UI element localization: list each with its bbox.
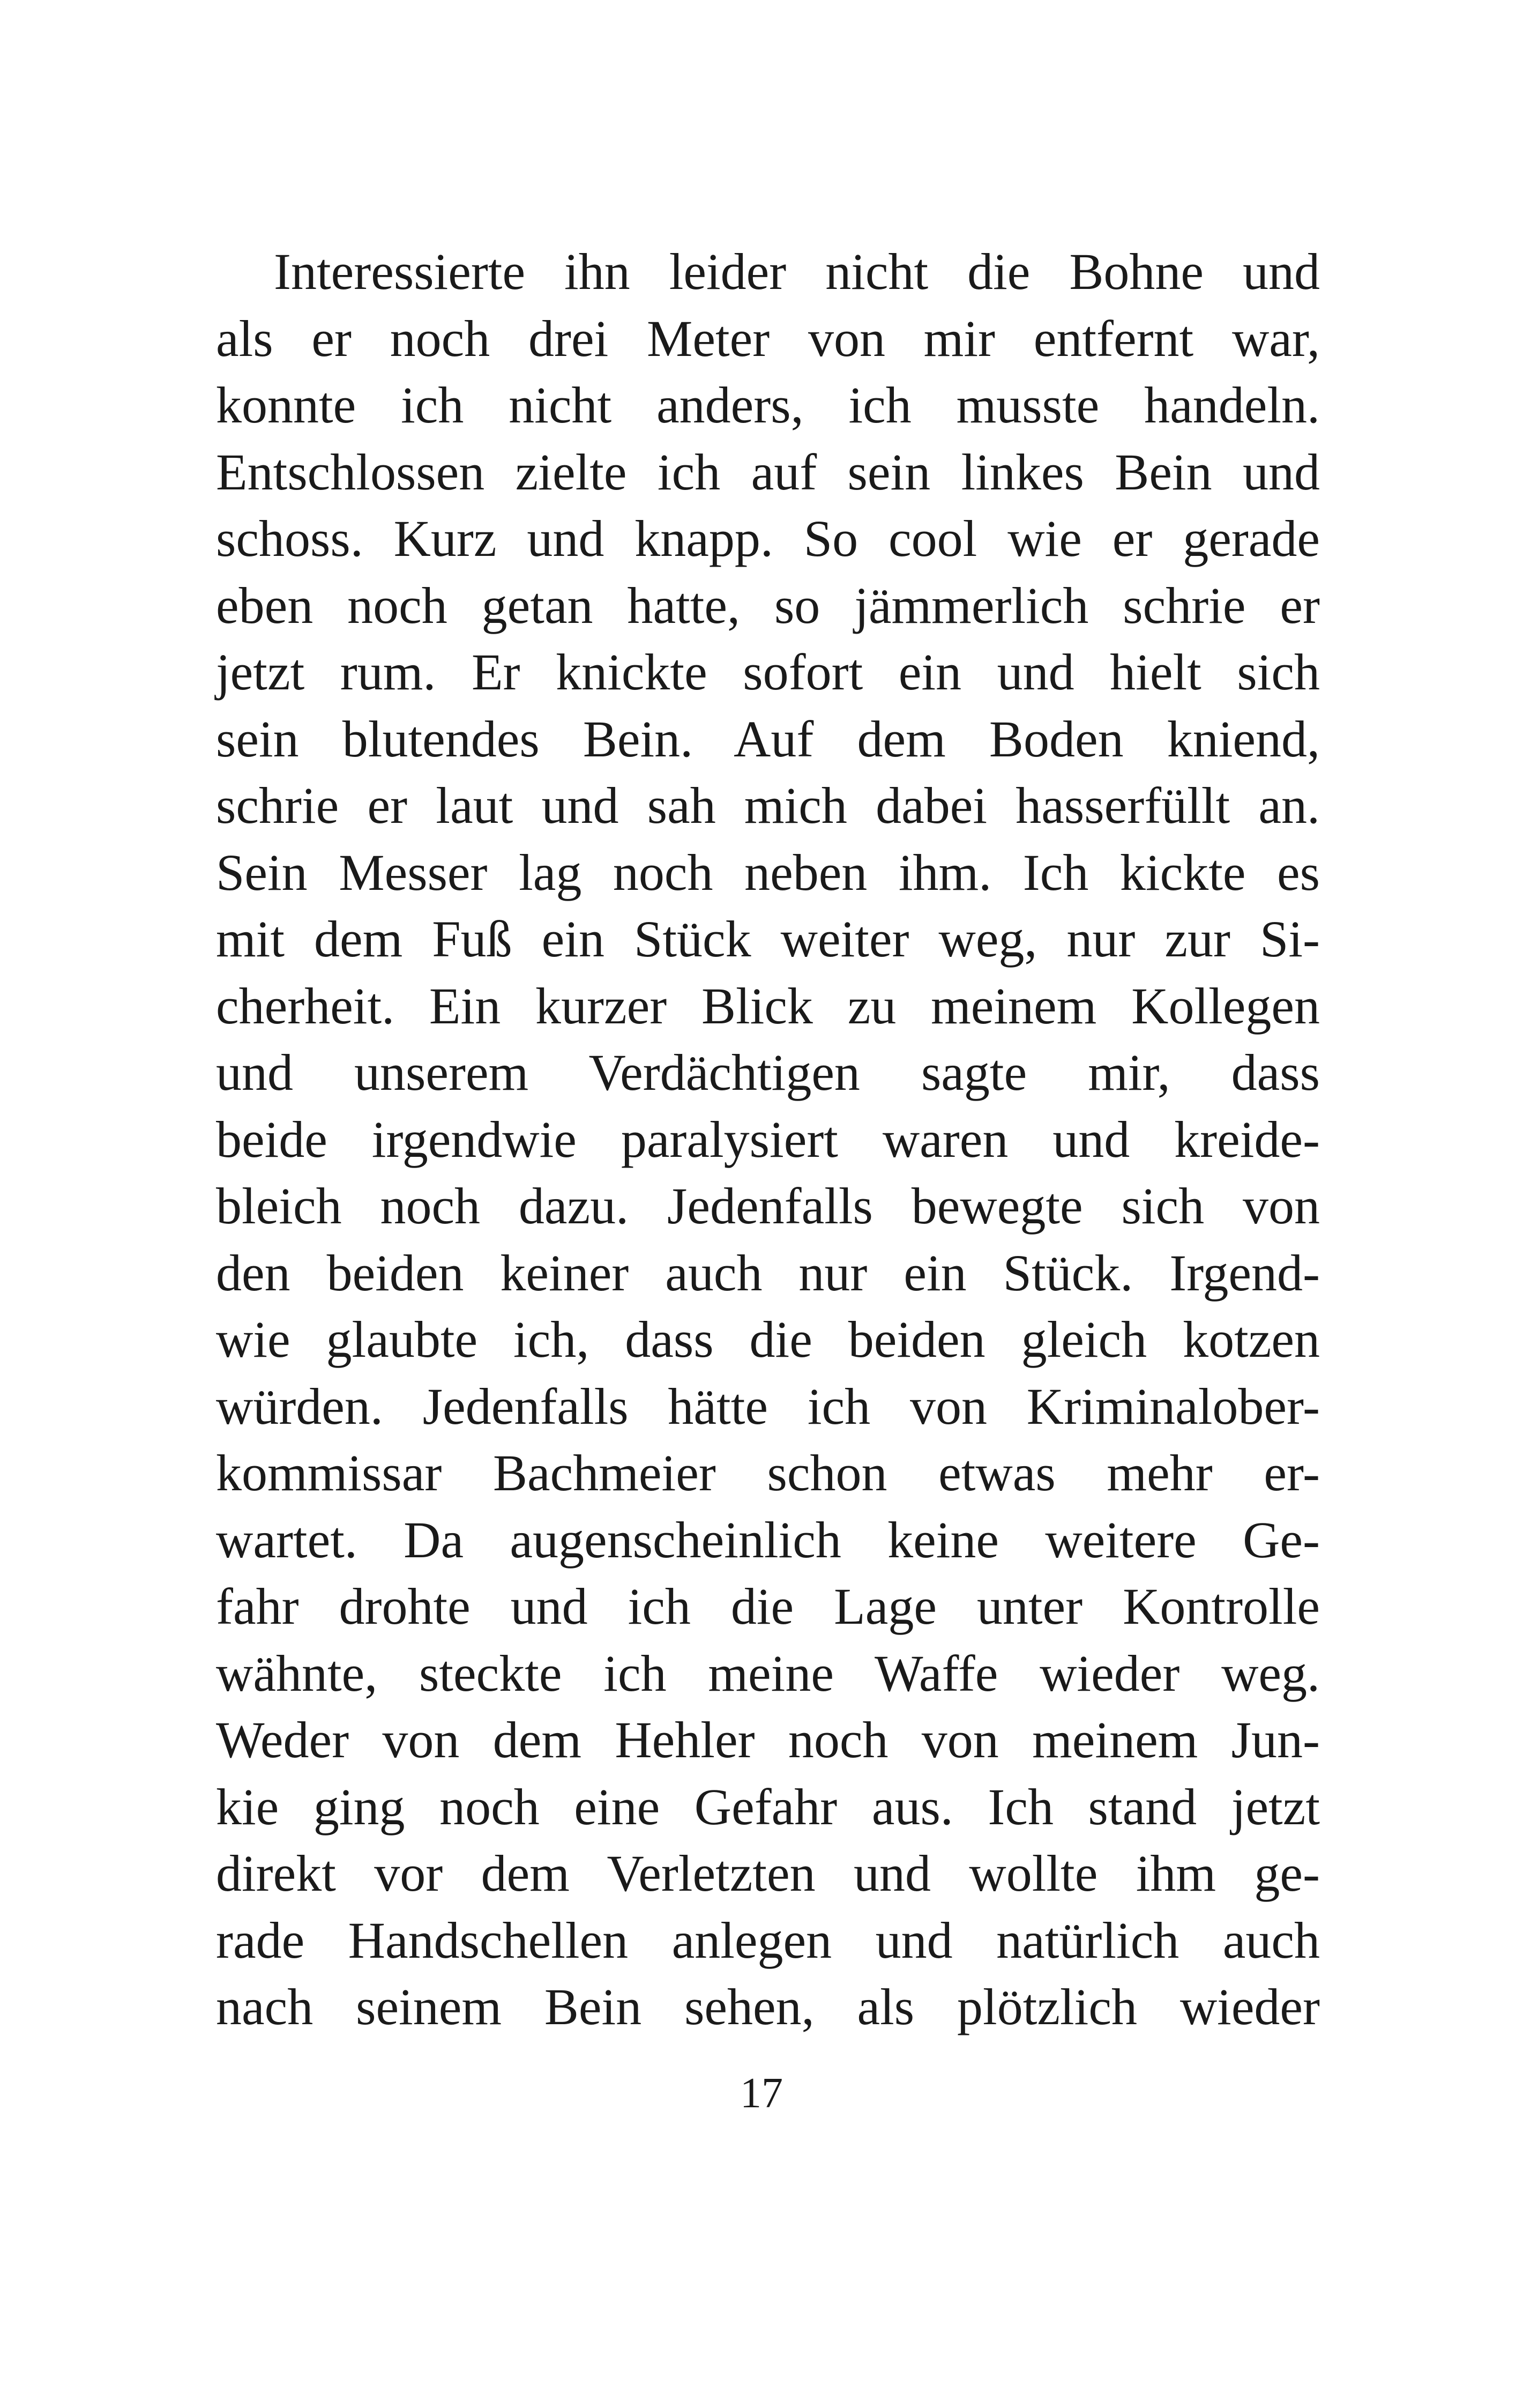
body-text [216, 239, 1320, 2041]
text-line-7: jetzt rum. Er knickte sofort ein und hielt sich [216, 643, 1320, 701]
text-line-14: beide irgendwie paralysiert waren und kreide- [216, 1110, 1320, 1168]
text-line-1: Interessierte ihn leider nicht die Bohne und [274, 243, 1320, 300]
text-line-3: konnte ich nicht anders, ich musste handeln. [216, 376, 1320, 434]
text-line-23: Weder von dem Hehler noch von meinem Jun- [216, 1711, 1320, 1768]
text-line-20: wartet. Da augenscheinlich keine weitere Ge- [216, 1511, 1320, 1569]
text-line-11: mit dem Fuß ein Stück weiter weg, nur zur Si- [216, 910, 1320, 968]
text-line-15: bleich noch dazu. Jedenfalls bewegte sich von [216, 1177, 1320, 1235]
text-line-6: eben noch getan hatte, so jämmerlich schrie er [216, 576, 1320, 634]
text-line-17: wie glaubte ich, dass die beiden gleich kotzen [216, 1311, 1320, 1368]
page-number: 17 [740, 2070, 783, 2117]
text-line-24: kie ging noch eine Gefahr aus. Ich stand jetzt [216, 1778, 1320, 1835]
text-line-2: als er noch drei Meter von mir entfernt war, [216, 309, 1320, 367]
text-line-25: direkt vor dem Verletzten und wollte ihm ge- [216, 1845, 1320, 1902]
text-line-18: würden. Jedenfalls hätte ich von Kriminalober- [216, 1377, 1320, 1435]
text-line-9: schrie er laut und sah mich dabei hasserfüllt an. [216, 777, 1320, 834]
text-line-4: Entschlossen zielte ich auf sein linkes Bein und [216, 443, 1320, 501]
text-line-21: fahr drohte und ich die Lage unter Kontrolle [216, 1578, 1320, 1635]
text-line-16: den beiden keiner auch nur ein Stück. Irgend- [216, 1244, 1320, 1302]
text-line-12: cherheit. Ein kurzer Blick zu meinem Kollegen [216, 977, 1320, 1035]
text-line-5: schoss. Kurz und knapp. So cool wie er gerade [216, 510, 1320, 567]
text-line-26: rade Handschellen anlegen und natürlich auch [216, 1911, 1320, 1969]
text-line-27: nach seinem Bein sehen, als plötzlich wieder [216, 1978, 1320, 2035]
text-line-8: sein blutendes Bein. Auf dem Boden kniend, [216, 710, 1320, 768]
text-line-10: Sein Messer lag noch neben ihm. Ich kickte es [216, 843, 1320, 901]
text-line-13: und unserem Verdächtigen sagte mir, dass [216, 1044, 1320, 1101]
text-line-22: wähnte, steckte ich meine Waffe wieder weg. [216, 1644, 1320, 1702]
text-line-19: kommissar Bachmeier schon etwas mehr er- [216, 1444, 1320, 1502]
